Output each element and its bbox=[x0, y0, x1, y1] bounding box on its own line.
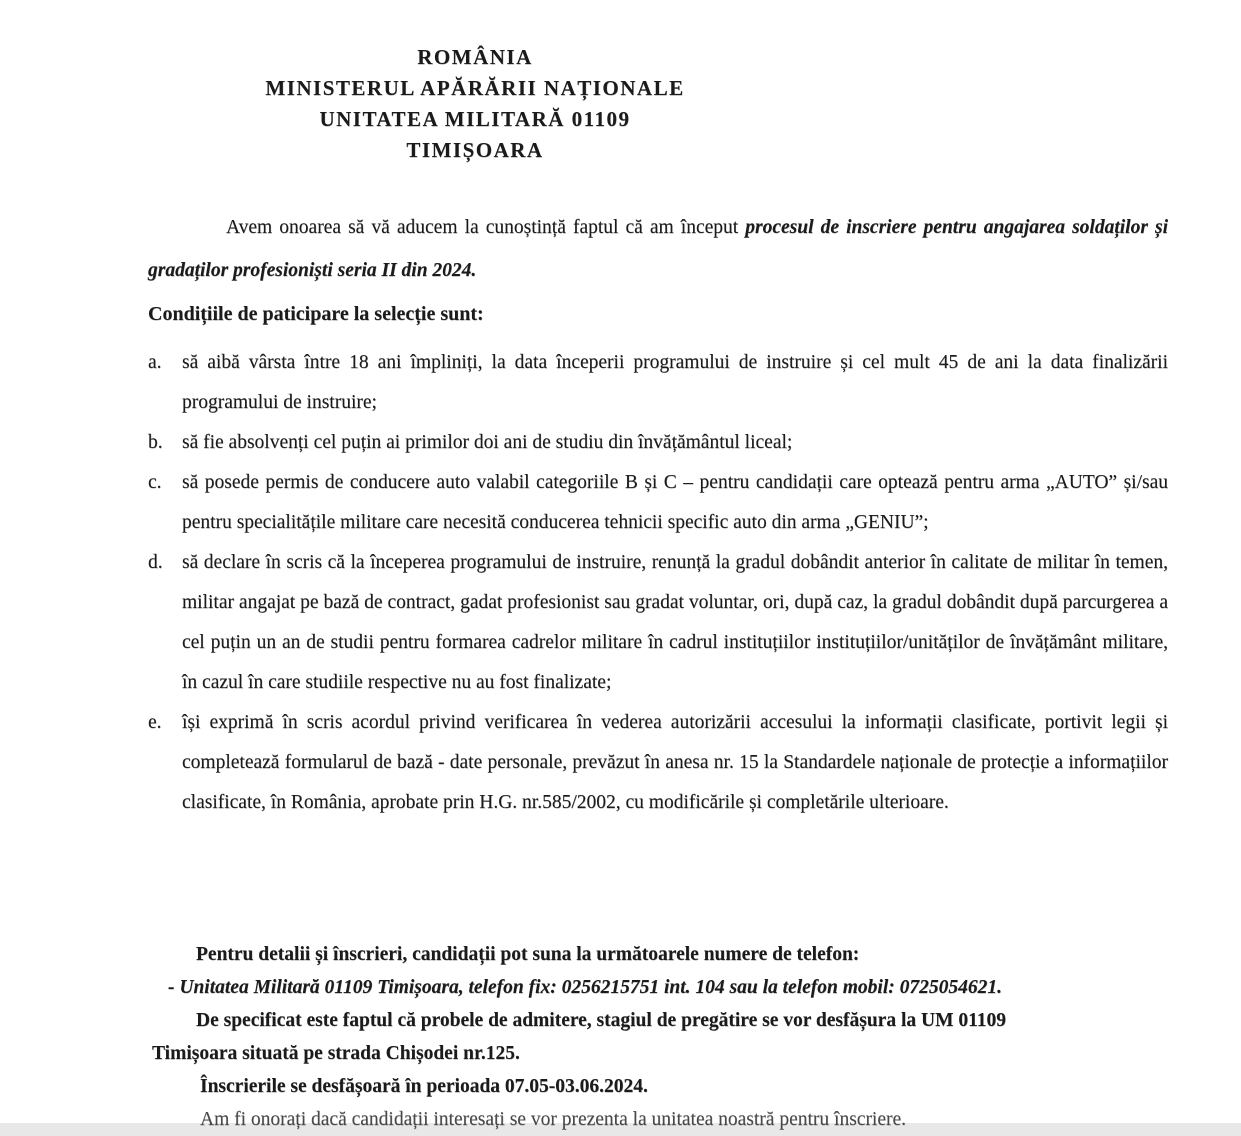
condition-item-text: să fie absolvenți cel puțin ai primilor doi ani de studiu din învățământul liceal; bbox=[182, 432, 793, 453]
condition-item-marker: d. bbox=[148, 552, 163, 573]
condition-item-b bbox=[148, 423, 1168, 463]
condition-item-marker: a. bbox=[148, 352, 162, 373]
intro-paragraph bbox=[148, 206, 1168, 292]
condition-item-d bbox=[148, 543, 1168, 703]
admission-location-line-2: Timișoara situată pe strada Chișodei nr.125. bbox=[152, 1043, 520, 1064]
cutoff-bottom-line: Am fi onorați dacă candidații interesați se vor prezenta la unitatea noastră pentru înscriere. bbox=[200, 1109, 907, 1130]
condition-item-marker: c. bbox=[148, 472, 162, 493]
letterhead-ministry: MINISTERUL APĂRĂRII NAȚIONALE bbox=[265, 76, 685, 100]
condition-item-a bbox=[148, 343, 1168, 423]
contact-and-details-section bbox=[148, 938, 1168, 1130]
condition-item-c bbox=[148, 463, 1168, 543]
intro-emphasis-text: procesul de inscriere pentru angajarea soldaților și gradaților profesioniști seria II din 2024. bbox=[148, 216, 1168, 281]
conditions-heading: Condițiile de paticipare la selecție sunt: bbox=[148, 303, 484, 325]
letterhead-country: ROMÂNIA bbox=[417, 45, 533, 69]
letterhead-military-unit: UNITATEA MILITARĂ 01109 bbox=[319, 107, 631, 131]
registration-period-line: Înscrierile se desfășoară în perioada 07.05-03.06.2024. bbox=[200, 1076, 648, 1097]
letterhead-city: TIMIȘOARA bbox=[406, 138, 544, 162]
condition-item-marker: b. bbox=[148, 432, 163, 453]
intro-regular-text: Avem onoarea să vă aducem la cunoștință faptul că am început bbox=[226, 216, 746, 238]
phone-intro-line: Pentru detalii și înscrieri, candidații pot suna la următoarele numere de telefon: bbox=[196, 944, 860, 965]
condition-item-text: își exprimă în scris acordul privind verificarea în vederea autorizării accesului la informații clasificate, portivit legii și completează formularul de bază - date personale, prevăzut în anesa nr. 15 la Standardele naționale de protecție a informațiilor clasificate, în România, aprobate prin H.G. nr.585/2002, cu modificările și completările ulterioare. bbox=[182, 712, 1168, 813]
phone-numbers-line: - Unitatea Militară 01109 Timișoara, telefon fix: 0256215751 int. 104 sau la telefon mobil: 0725054621. bbox=[168, 977, 1002, 998]
condition-item-e bbox=[148, 703, 1168, 823]
condition-item-marker: e. bbox=[148, 712, 162, 733]
condition-item-text: să declare în scris că la începerea programului de instruire, renunță la gradul dobândit anterior în calitate de militar în temen, militar angajat pe bază de contract, gadat profesionist sau gradat voluntar, ori, după caz, la gradul dobândit după parcurgerea a cel puțin un an de studii pentru formarea cadrelor militare în cadrul instituțiilor instituțiilor/unităților de învățământ militare, în cazul în care studiile respective nu au fost finalizate; bbox=[182, 552, 1168, 693]
condition-item-text: să posede permis de conducere auto valabil categoriile B și C – pentru candidații care optează pentru arma „AUTO” și/sau pentru specialitățile militare care necesită conducerea tehnicii specific auto din arma „GENIU”; bbox=[182, 472, 1168, 533]
admission-location-line-1: De specificat este faptul că probele de admitere, stagiul de pregătire se vor desfășura la UM 01109 bbox=[196, 1010, 1007, 1031]
condition-item-text: să aibă vârsta între 18 ani împliniți, la data începerii programului de instruire și cel mult 45 de ani la data finalizării programului de instruire; bbox=[182, 352, 1168, 413]
conditions-list bbox=[148, 343, 1168, 823]
document-letterhead bbox=[225, 42, 725, 166]
